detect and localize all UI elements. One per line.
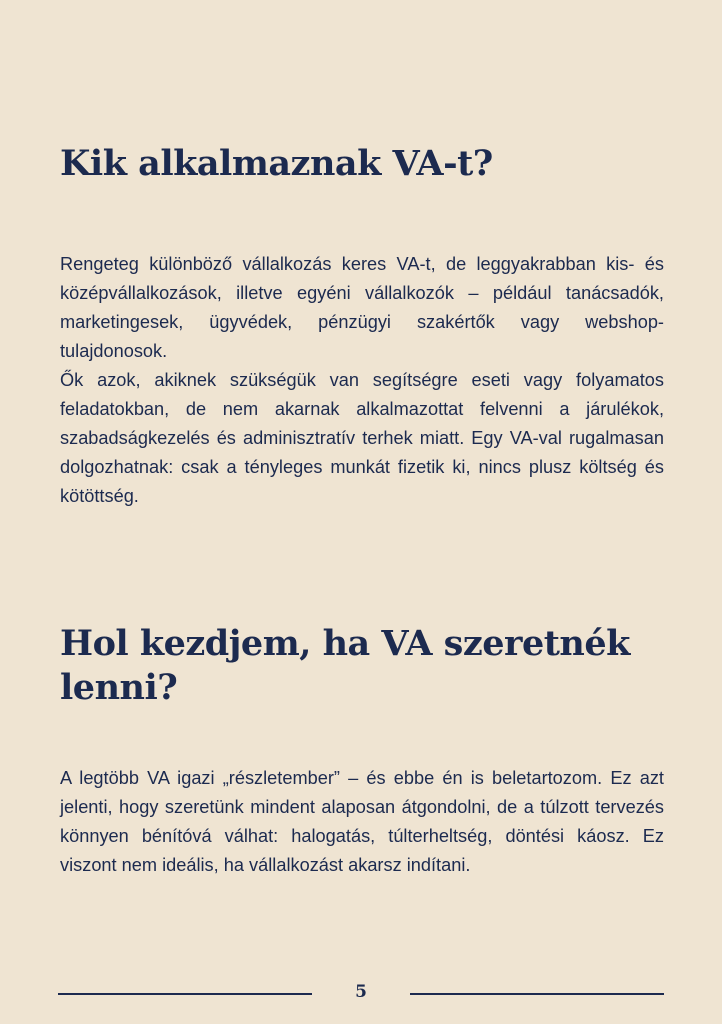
paragraph: A legtöbb VA igazi „részletember” – és ebbe én is beletartozom. Ez azt jelenti, hogy szeretünk mindent alaposan átgondolni, de a túlzott tervezés könnyen bénítóvá válhat: halogatás, túlterheltség, döntési káosz. Ez viszont nem ideális, ha vállalkozást akarsz indítani. [60, 768, 664, 875]
page-number: 5 [355, 982, 367, 1002]
footer-rule-right [410, 993, 664, 995]
section-body-where-to-start [60, 764, 664, 880]
section-heading-who-hires: Kik alkalmaznak VA-t? [60, 143, 493, 184]
section-heading-where-to-start: Hol kezdjem, ha VA szeretnék lenni? [60, 623, 630, 708]
paragraph: Rengeteg különböző vállalkozás keres VA-t, de leggyakrabban kis- és középvállalkozások, illetve egyéni vállalkozók – például tanácsadók, marketingesek, ügyvédek, pénzügyi szakértők vagy webshop-tulajdonosok. [60, 254, 664, 361]
footer-rule-left [58, 993, 312, 995]
page-footer [0, 978, 722, 1008]
paragraph: Ők azok, akiknek szükségük van segítségre eseti vagy folyamatos feladatokban, de nem akarnak alkalmazottat felvenni a járulékok, szabadságkezelés és adminisztratív terhek miatt. Egy VA-val rugalmasan dolgozhatnak: csak a tényleges munkát fizetik ki, nincs plusz költség és kötöttség. [60, 370, 664, 506]
section-body-who-hires [60, 250, 664, 511]
